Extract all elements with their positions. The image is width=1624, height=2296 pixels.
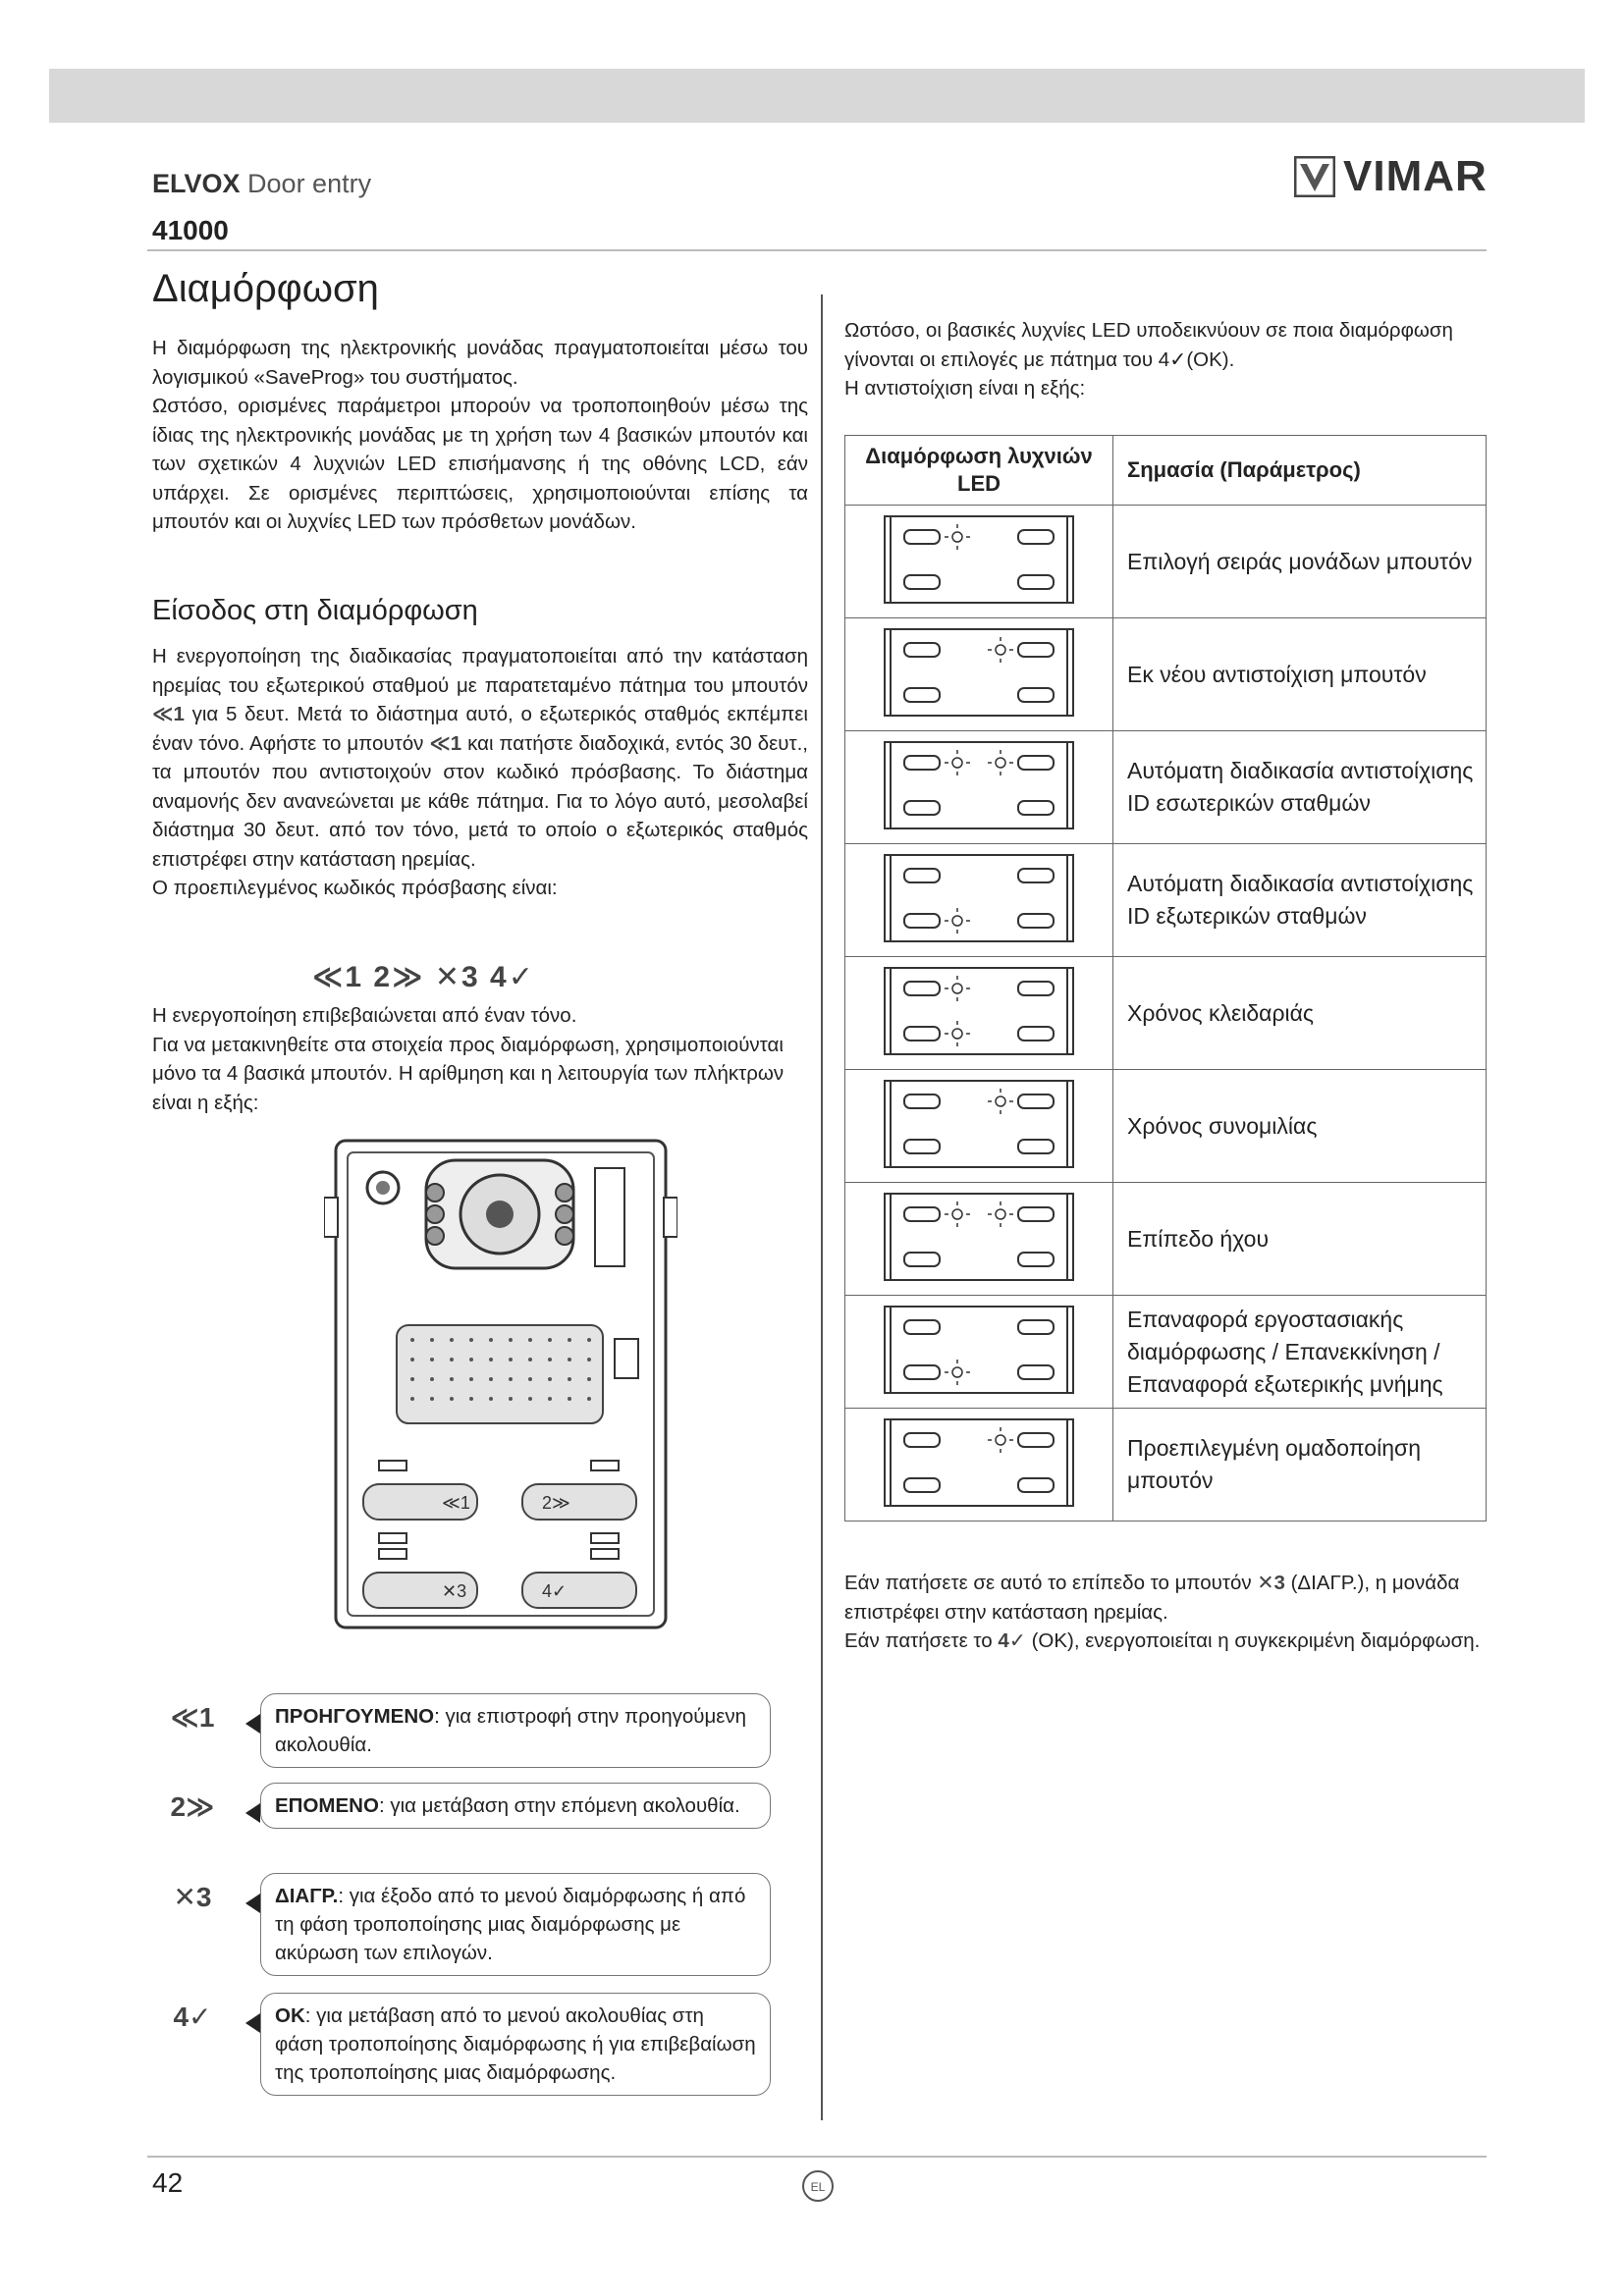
led-configuration-icon (881, 1415, 1077, 1510)
footer-divider (147, 2156, 1487, 2158)
led-configuration-icon (881, 738, 1077, 832)
led-configuration-icon (881, 625, 1077, 720)
meaning-cell: Αυτόματη διαδικασία αντιστοίχισης ID εξωτερικών σταθμών (1113, 844, 1487, 957)
legend-box: ΔΙΑΓΡ.: για έξοδο από το μενού διαμόρφωσης ή από τη φάση τροποποίησης μιας διαμόρφωσης με ακύρωση των επιλογών. (260, 1873, 771, 1976)
legend-symbol: ≪1 (170, 1702, 215, 1733)
panel-button-1-label: ≪1 (442, 1493, 470, 1513)
panel-button-4-label: 4✓ (542, 1581, 568, 1601)
legend-symbol: ✕3 (173, 1882, 212, 1912)
led-configuration-icon (881, 1077, 1077, 1171)
outro-text-2a: Εάν πατήσετε το (844, 1629, 993, 1652)
table-row (845, 844, 1487, 957)
right-outro (844, 1569, 1487, 1656)
led-pattern-cell (845, 957, 1113, 1070)
top-band (49, 69, 1585, 123)
brand-label: ELVOX Door entry (152, 169, 372, 198)
table-row (845, 731, 1487, 844)
outro-text-1b: (ΔΙΑΓΡ.), η μονάδα επιστρέφει στην κατάσταση ηρεμίας. (844, 1572, 1460, 1624)
entry-text-3: και πατήστε διαδοχικά, εντός 30 δευτ., τα μπουτόν που αντιστοιχούν στον κωδικό πρόσβασης. Το διάστημα αναμονής δεν ανανεώνεται με κάθε πάτημα. Για το λόγο αυτό, μεσολαβεί διάστημα 30 δευτ. από τον τόνο, μετά το οποίο ο εξωτερικός σταθμός επιστρέφει στην κατάσταση ηρεμίας. (152, 731, 808, 871)
led-configuration-icon (881, 1190, 1077, 1284)
meaning-cell: Χρόνος συνομιλίας (1113, 1070, 1487, 1183)
intro-paragraph (152, 334, 808, 537)
meaning-cell: Επίπεδο ήχου (1113, 1183, 1487, 1296)
led-mapping-table (844, 435, 1487, 1522)
page-number: 42 (152, 2167, 184, 2198)
table-row (845, 1409, 1487, 1522)
outro-text-2b: (OK), ενεργοποιείται η συγκεκριμένη διαμόρφωση. (1031, 1629, 1481, 1652)
led-lit-icon (945, 1360, 970, 1385)
model-number: 41000 (152, 215, 229, 245)
led-lit-icon (945, 1201, 970, 1227)
legend-box: ΟΚ: για μετάβαση από το μενού ακολουθίας στη φάση τροποποίησης διαμόρφωσης ή για επιβεβαίωση της τροποποίησης μιας διαμόρφωσης. (260, 1993, 771, 2096)
led-lit-icon (945, 1021, 970, 1046)
led-pattern-cell (845, 618, 1113, 731)
outro-text-1a: Εάν πατήσετε σε αυτό το επίπεδο το μπουτόν (844, 1572, 1252, 1594)
panel-button-3-label: ✕3 (442, 1581, 467, 1601)
led-pattern-cell (845, 844, 1113, 957)
led-configuration-icon (881, 1303, 1077, 1397)
vimar-logo-icon (1294, 156, 1335, 197)
language-code: EL (810, 2180, 826, 2194)
led-pattern-cell (845, 1296, 1113, 1409)
led-lit-icon (988, 1427, 1013, 1453)
meaning-cell: Επαναφορά εργοστασιακής διαμόρφωσης / Επανεκκίνηση / Επαναφορά εξωτερικής μνήμης (1113, 1296, 1487, 1409)
right-intro (844, 316, 1487, 403)
led-pattern-cell (845, 506, 1113, 618)
led-configuration-icon (881, 964, 1077, 1058)
entry-text-4: Ο προεπιλεγμένος κωδικός πρόσβασης είναι: (152, 877, 558, 899)
right-intro-text: Ωστόσο, οι βασικές λυχνίες LED υποδεικνύουν σε ποια διαμόρφωση γίνονται οι επιλογές με πάτημα του (844, 319, 1453, 371)
legend-symbol: 2≫ (170, 1791, 215, 1822)
led-lit-icon (988, 1201, 1013, 1227)
entry-text-2: για 5 δευτ. Μετά το διάστημα αυτό, ο εξωτερικός σταθμός εκπέμπει έναν τόνο. Αφήστε το μπουτόν (152, 703, 808, 755)
table-row (845, 1070, 1487, 1183)
door-panel-illustration (324, 1139, 677, 1629)
default-access-code: ≪1 2≫ ✕3 4✓ (312, 961, 535, 993)
after-text-1: Η ενεργοποίηση επιβεβαιώνεται από έναν τόνο. (152, 1004, 577, 1027)
ok-button-icon: 4✓ (998, 1629, 1026, 1652)
led-configuration-icon (881, 851, 1077, 945)
legend-box: ΕΠΟΜΕΝΟ: για μετάβαση στην επόμενη ακολουθία. (260, 1783, 771, 1829)
led-lit-icon (945, 908, 970, 934)
legend-box: ΠΡΟΗΓΟΥΜΕΝΟ: για επιστροφή στην προηγούμενη ακολουθία. (260, 1693, 771, 1768)
led-lit-icon (988, 637, 1013, 663)
led-lit-icon (945, 524, 970, 550)
after-code-paragraph (152, 1001, 808, 1117)
header-divider (147, 249, 1487, 251)
table-header-meaning: Σημασία (Παράμετρος) (1113, 436, 1487, 506)
page-title: Διαμόρφωση (152, 267, 379, 310)
led-pattern-cell (845, 731, 1113, 844)
led-lit-icon (945, 750, 970, 775)
table-row (845, 957, 1487, 1070)
prev-button-icon: ≪1 (429, 731, 462, 755)
led-pattern-cell (845, 1070, 1113, 1183)
led-lit-icon (945, 976, 970, 1001)
right-intro-text-2: Η αντιστοίχιση είναι η εξής: (844, 377, 1086, 400)
panel-button-2-label: 2≫ (542, 1493, 570, 1513)
column-divider (821, 294, 823, 2120)
ok-button-ref: 4✓(OK). (1158, 347, 1235, 371)
entry-text-1: Η ενεργοποίηση της διαδικασίας πραγματοποιείται από την κατάσταση ηρεμίας του εξωτερικού σταθμού με παρατεταμένο πάτημα του μπουτόν (152, 645, 808, 697)
table-row (845, 1296, 1487, 1409)
meaning-cell: Εκ νέου αντιστοίχιση μπουτόν (1113, 618, 1487, 731)
intro-text-2: Ωστόσο, ορισμένες παράμετροι μπορούν να τροποποιηθούν μέσω της ίδιας της ηλεκτρονικής μονάδας με τη χρήση των 4 βασικών μπουτόν και των σχετικών 4 λυχνιών LED επισήμανσης ή της οθόνης LCD, εάν υπάρχει. Σε ορισμένες περιπτώσεις, χρησιμοποιούνται επίσης τα μπουτόν και οι λυχνίες LED των πρόσθετων μονάδων. (152, 395, 808, 533)
led-lit-icon (988, 1089, 1013, 1114)
after-text-2: Για να μετακινηθείτε στα στοιχεία προς διαμόρφωση, χρησιμοποιούνται μόνο τα 4 βασικά μπουτόν. Η αρίθμηση και η λειτουργία των πλήκτρων είναι η εξής: (152, 1033, 785, 1114)
table-row (845, 618, 1487, 731)
led-configuration-icon (881, 512, 1077, 607)
intro-text-1: Η διαμόρφωση της ηλεκτρονικής μονάδας πραγματοποιείται μέσω του λογισμικού «SaveProg» του συστήματος. (152, 337, 808, 389)
table-row (845, 506, 1487, 618)
meaning-cell: Αυτόματη διαδικασία αντιστοίχισης ID εσωτερικών σταθμών (1113, 731, 1487, 844)
vimar-logo: VIMAR (1294, 152, 1488, 201)
meaning-cell: Επιλογή σειράς μονάδων μπουτόν (1113, 506, 1487, 618)
language-badge-icon (801, 2169, 835, 2203)
legend-symbol: 4✓ (173, 2002, 212, 2032)
prev-button-icon: ≪1 (152, 703, 185, 725)
led-pattern-cell (845, 1409, 1113, 1522)
meaning-cell: Χρόνος κλειδαριάς (1113, 957, 1487, 1070)
table-row (845, 1183, 1487, 1296)
section-title: Είσοδος στη διαμόρφωση (152, 595, 478, 626)
delete-button-icon: ✕3 (1257, 1572, 1285, 1594)
led-lit-icon (988, 750, 1013, 775)
led-pattern-cell (845, 1183, 1113, 1296)
entry-paragraph (152, 642, 808, 903)
meaning-cell: Προεπιλεγμένη ομαδοποίηση μπουτόν (1113, 1409, 1487, 1522)
table-header-led: Διαμόρφωση λυχνιών LED (845, 436, 1113, 506)
